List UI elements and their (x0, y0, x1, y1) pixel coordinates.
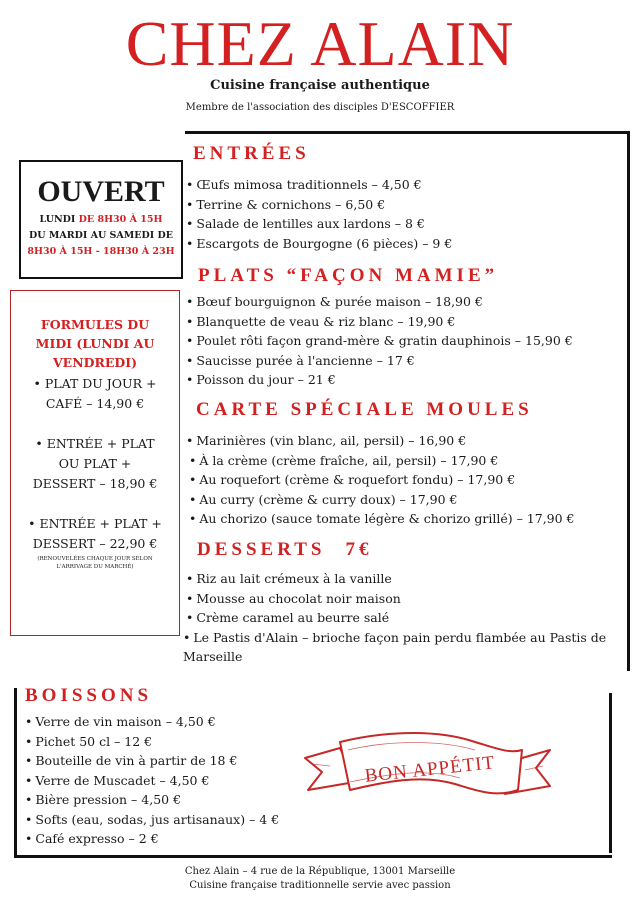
menu-item: • Œufs mimosa traditionnels – 4,50 € (186, 177, 422, 192)
menu-item: • Café expresso – 2 € (25, 831, 159, 846)
menu-item: • Poisson du jour – 21 € (186, 372, 336, 387)
opening-hours-line3: 8H30 À 15H - 18H30 À 23H (27, 246, 175, 257)
lunch-formulas-box (10, 290, 180, 636)
menu-item: • Au roquefort (crème & roquefort fondu) – 17,90 € (189, 472, 516, 487)
menu-item: • Bière pression – 4,50 € (25, 792, 182, 807)
menu-item: • Au chorizo (sauce tomate légère & chorizo grillé) – 17,90 € (189, 511, 575, 526)
menu-item: • Verre de Muscadet – 4,50 € (25, 772, 210, 788)
menu-item: • Blanquette de veau & riz blanc – 19,90 € (186, 313, 456, 329)
moules-list (186, 431, 575, 529)
footer-tagline: Cuisine française traditionnelle servie avec passion (189, 880, 451, 891)
drinks-frame-right (609, 693, 612, 853)
menu-item: • Le Pastis d'Alain – brioche façon pain perdu flambée au Pastis de Marseille (183, 629, 607, 664)
bon-appetit-ribbon (300, 720, 555, 820)
restaurant-name: CHEZ ALAIN (125, 8, 515, 79)
drinks-frame-bottom (14, 855, 612, 858)
menu-item: • Pichet 50 cl – 12 € (25, 733, 153, 749)
restaurant-subtitle: Cuisine française authentique (210, 78, 430, 93)
menu-item: • Marinières (vin blanc, ail, persil) – 16,90 € (186, 433, 467, 448)
opening-hours-line2: DU MARDI AU SAMEDI DE (28, 230, 174, 241)
section-heading-entrees: ENTRÉES (193, 143, 310, 164)
frame-top-line (185, 131, 629, 134)
lunch-formula-1: • PLAT DU JOUR + CAFÉ – 14,90 € (33, 376, 157, 411)
entrees-list (186, 175, 452, 253)
menu-item: • Bouteille de vin à partir de 18 € (25, 753, 238, 768)
menu-item: • Escargots de Bourgogne (6 pièces) – 9 € (186, 235, 453, 251)
lunch-formulas-note: (RENOUVELÉES CHAQUE JOUR SELON L'ARRIVAGE DU MARCHÉ) (37, 556, 153, 570)
section-heading-plats: PLATS “FAÇON MAMIE” (198, 265, 499, 286)
boissons-list (25, 712, 279, 849)
menu-item: • Riz au lait crémeux à la vanille (186, 571, 392, 586)
menu-item: • Crème caramel au beurre salé (186, 610, 390, 625)
menu-item: • Poulet rôti façon grand-mère & gratin dauphinois – 15,90 € (186, 333, 573, 348)
opening-hours-box (19, 160, 183, 279)
footer-address: Chez Alain – 4 rue de la République, 13001 Marseille (184, 866, 456, 877)
menu-item: • Saucisse purée à l'ancienne – 17 € (186, 352, 415, 368)
menu-item: • Mousse au chocolat noir maison (186, 590, 401, 606)
menu-item: • Salade de lentilles aux lardons – 8 € (186, 216, 425, 231)
menu-item: • À la crème (crème fraîche, ail, persil) – 17,90 € (189, 452, 499, 468)
ribbon-text: BON APPÉTIT (363, 752, 497, 787)
section-heading-moules: CARTE SPÉCIALE MOULES (196, 399, 533, 420)
opening-hours-title: OUVERT (37, 175, 165, 208)
desserts-list (183, 569, 616, 667)
plats-list (186, 292, 573, 390)
desserts-price: 7€ (345, 539, 373, 560)
membership-note: Membre de l'association des disciples D'ESCOFFIER (185, 102, 455, 113)
drinks-frame-left (14, 688, 17, 858)
lunch-formulas-title: FORMULES DU MIDI (LUNDI AU VENDREDI) (35, 317, 155, 370)
menu-item: • Softs (eau, sodas, jus artisanaux) – 4 € (25, 811, 280, 827)
lunch-formula-2: • ENTRÉE + PLAT OU PLAT + DESSERT – 18,90 € (32, 436, 158, 491)
menu-item: • Au curry (crème & curry doux) – 17,90 € (189, 491, 458, 507)
section-heading-desserts: DESSERTS 7€ (197, 539, 373, 560)
menu-item: • Terrine & cornichons – 6,50 € (186, 196, 386, 212)
section-heading-boissons: BOISSONS (25, 685, 153, 706)
opening-hours-line1: LUNDI DE 8H30 À 15H (39, 214, 163, 225)
menu-item: • Bœuf bourguignon & purée maison – 18,90 € (186, 294, 483, 309)
lunch-formula-3: • ENTRÉE + PLAT + DESSERT – 22,90 € (28, 516, 162, 551)
frame-right-line (627, 131, 630, 671)
menu-item: • Verre de vin maison – 4,50 € (25, 714, 216, 729)
